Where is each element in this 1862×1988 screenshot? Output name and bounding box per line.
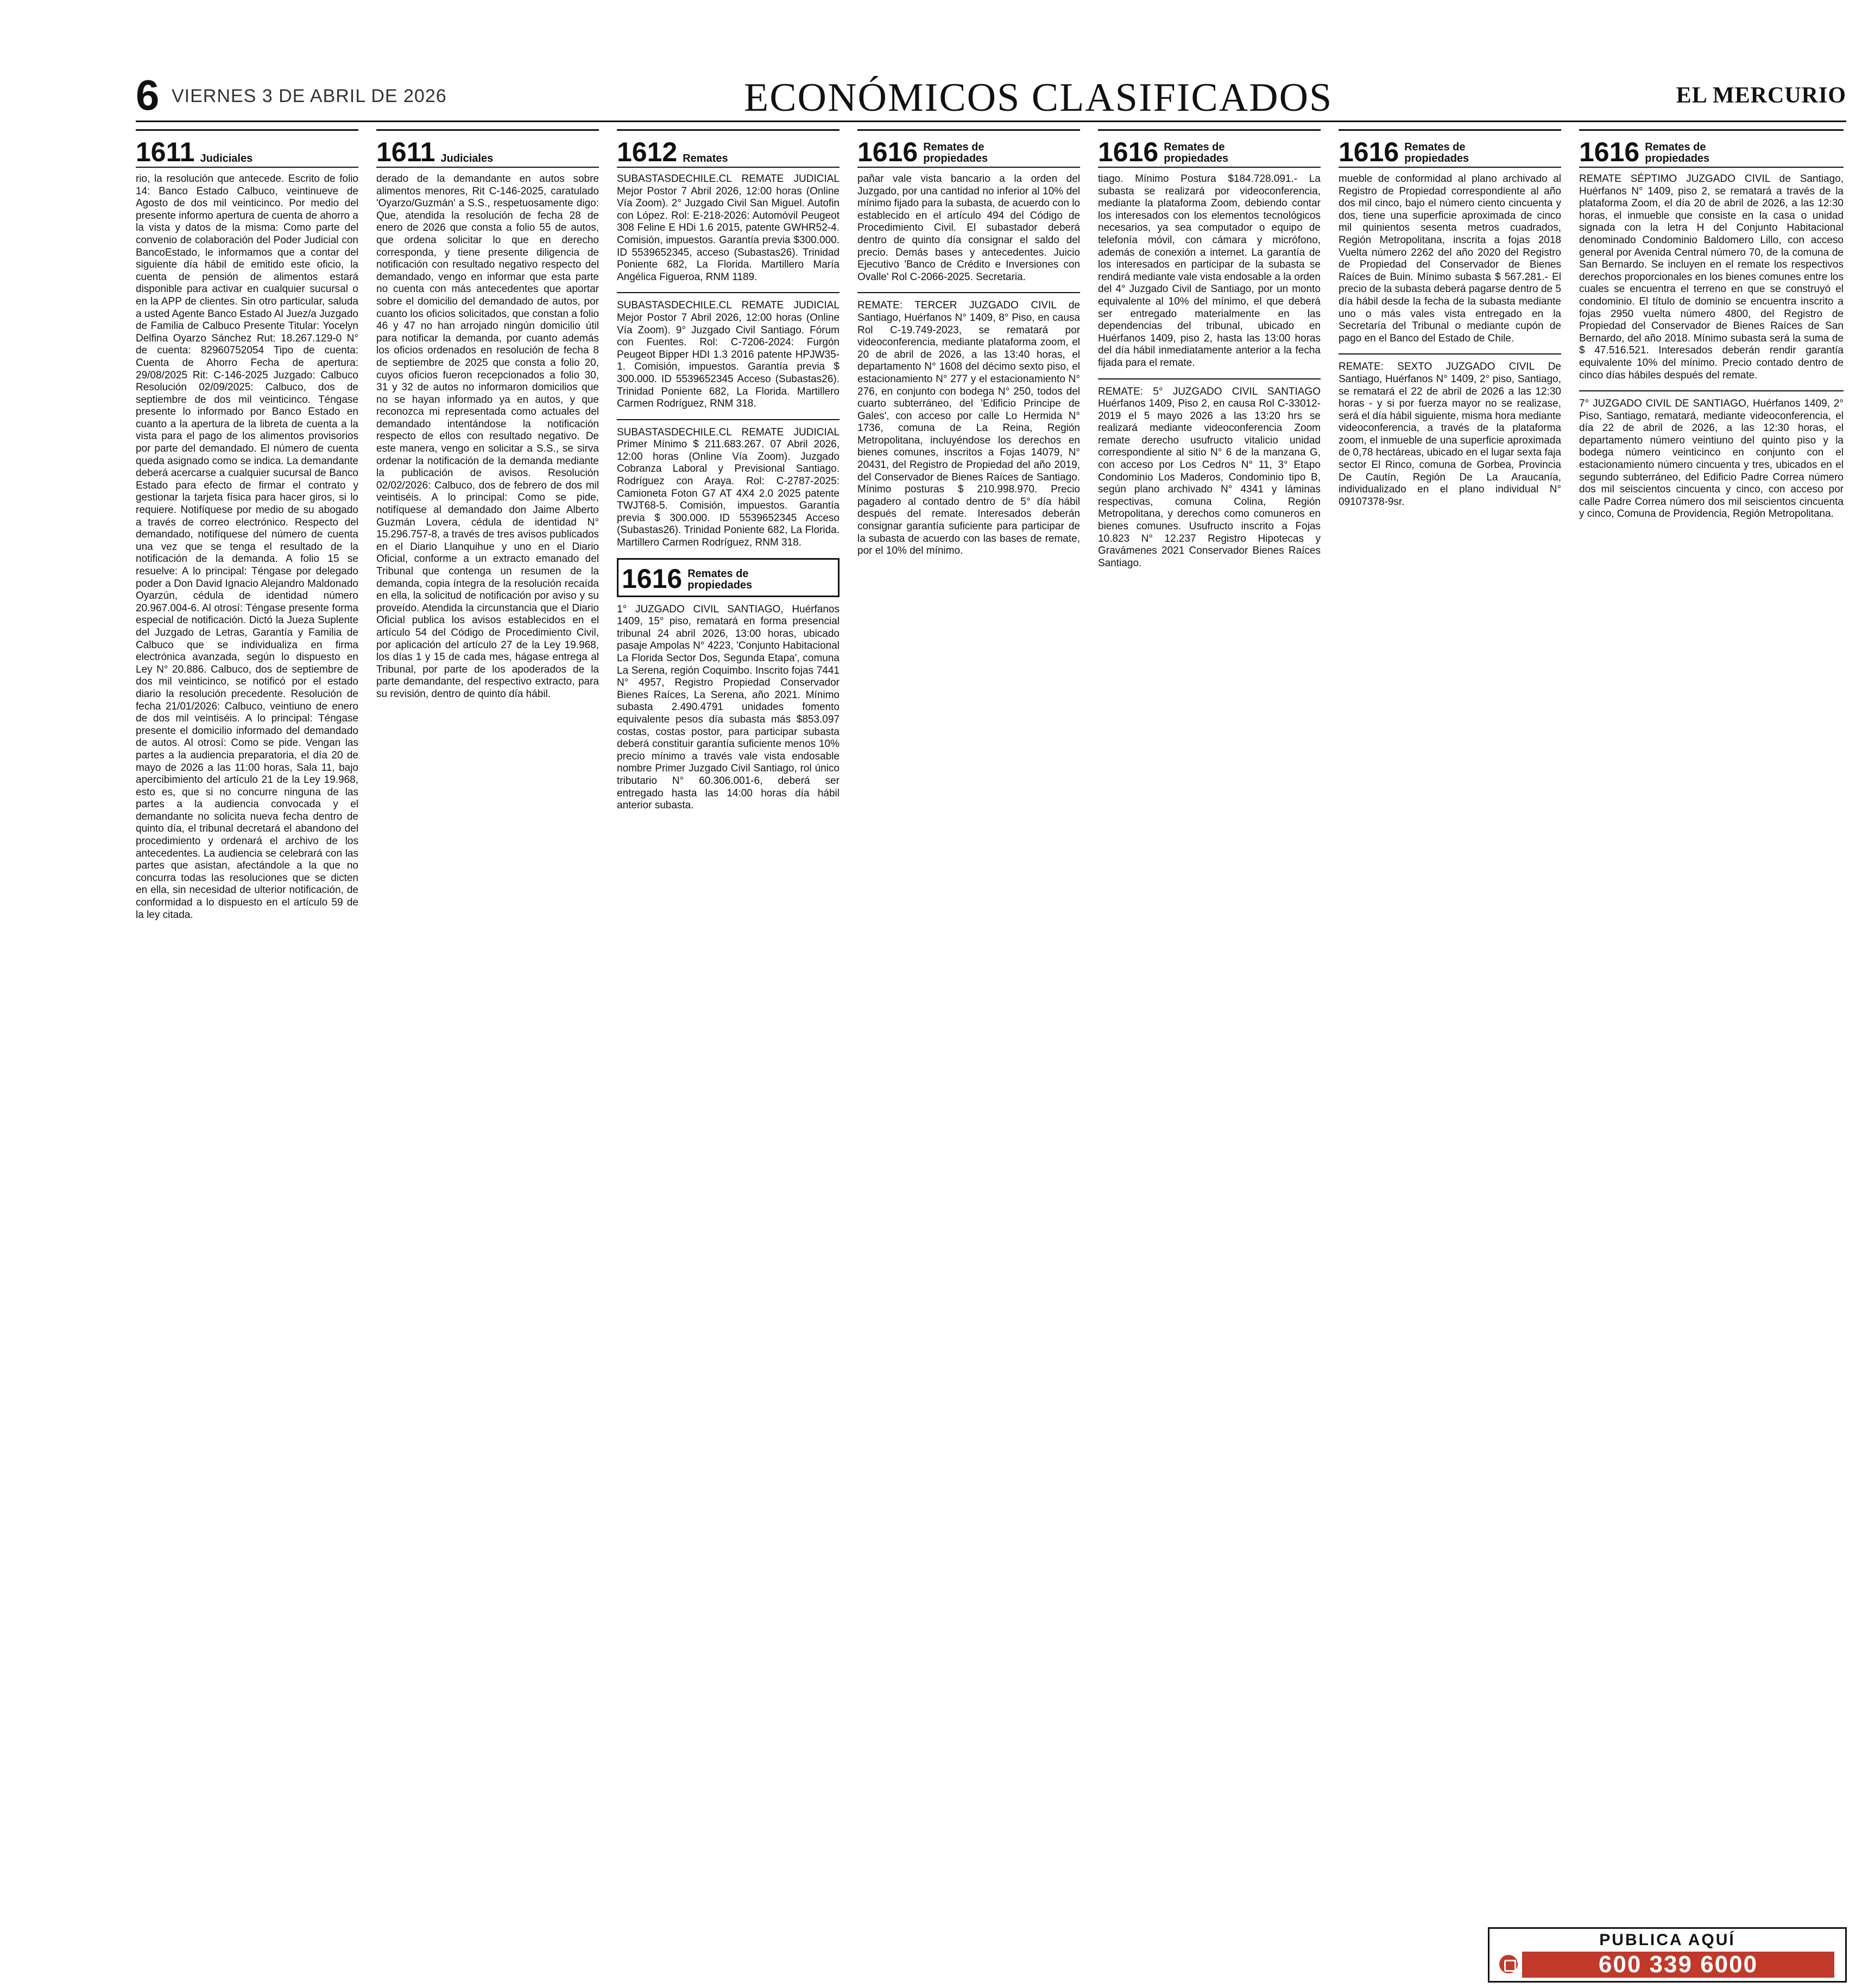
notice-remate-propiedad: REMATE: SEXTO JUZGADO CIVIL De Santiago, Huérfanos N° 1409, 2° piso, Santiago, se rematará el 22 de abril de 2026 a las 12:30 horas - y si por fuerza mayor no se realizase, será el día hábil siguiente, misma hora mediante videoconferencia, a través de la plataforma zoom, el inmueble de una superficie aproximada de 0,78 hectáreas, ubicado en el lugar sexta faja sector El Rinco, comuna de Gorbea, Provincia De Cautín, Región De La Araucanía, individualizado en el plano individual N° 09107378-9sr. bbox=[1339, 361, 1561, 508]
notice-remate-propiedad: mueble de conformidad al plano archivado al Registro de Propiedad correspondiente al año dos mil cinco, bajo el número ciento cincuenta y dos, tiene una superficie aproximada de cinco mil quinientos sesenta metros cuadrados, Región Metropolitana, inscrita a fojas 2018 Vuelta número 2262 del año 2020 del Registro de Propiedad del Conservador de Bienes Raíces de Buin. Mínimo subasta $ 567.281.- El precio de la subasta deberá pagarse dentro de 5 día hábil desde la fecha de la subasta mediante uno o más vales vista entregado en la Secretaría del Tribunal o mediante cupón de pago en el Banco del Estado de Chile. bbox=[1339, 173, 1561, 344]
category-label-line: Remates de bbox=[1164, 141, 1225, 153]
notice-judicial: rio, la resolución que antecede. Escrito de folio 14: Banco Estado Calbuco, veintinueve de Agosto de dos mil veinticinco. Por medio del presente informo apertura de cuenta de ahorro a la vista y datos de la misma: Como parte del convenio de colaboración del Poder Judicial con BancoEstado, le informamos que a contar del siguiente día hábil de emitido este oficio, la cuenta de pensión de alimentos estará disponible para activar en cualquier sucursal o en la APP de clientes. Sin otro particular, saluda a usted Agente Banco Estado Al Juez/a Juzgado de Familia de Calbuco Presente Titular: Yocelyn Delfina Oyarzo Sánchez Rut: 18.267.129-0 N° de cuenta: 82960752054 Tipo de cuenta: Cuenta de Ahorro Fecha de apertura: 29/08/2025 Rit: C-146-2025 Juzgado: Calbuco Resolución 02/09/2025: Calbuco, dos de septiembre de dos mil veinticinco. Téngase presente lo informado por Banco Estado en cuanto a la apertura de la libreta de cuenta a la vista para el pago de los alimentos provisorios por parte del demandado. El número de cuenta queda asignado como se indica. La demandante deberá acercarse a cualquier sucursal de Banco Estado para efecto de firmar el contrato y gestionar la tarjeta física para hacer giros, si lo requiere. Notifíquese por medio de su abogado a través de correo electrónico. Respecto del demandado, notifíquese del número de cuenta una vez que se tenga el resultado de la notificación de la demanda. A folio 15 se resuelve: A lo principal: Téngase por delegado poder a Don David Ignacio Alejandro Maldonado Oyarzún, cédula de identidad número 20.967.004-6. Al otrosí: Téngase presente forma especial de notificación. Dictó la Jueza Suplente del Juzgado de Letras, Garantía y Familia de Calbuco que se individualiza en firma electrónica avanzada, según lo dispuesto en Ley N° 20.886. Calbuco, dos de septiembre de dos mil veinticinco, se notificó por el estado diario la resolución precedente. Resolución de fecha 21/01/2026: Calbuco, veintiuno de enero de dos mil veintiséis. A lo principal: Téngase presente el domicilio informado del demandado de autos. Al otrosí: Como se pide. Vengan las partes a la audiencia preparatoria, el día 20 de mayo de 2026 a las 11:00 horas, Sala 11, bajo apercibimiento del artículo 21 de la Ley 19.968, esto es, que si no concurre ninguna de las partes a la audiencia convocada y el demandante no solicita nueva fecha dentro de quinto día, el tribunal decretará el abandono del procedimiento y ordenará el archivo de los antecedentes. La audiencia se celebrará con las partes que asistan, afectándole a la que no concurra todas las resoluciones que se dicten en ella, sin necesidad de ulterior notificación, de conformidad a lo dispuesto en el artículo 59 de la ley citada. bbox=[136, 173, 358, 921]
category-label bbox=[687, 568, 752, 593]
category-number: 1616 bbox=[622, 563, 683, 594]
column-1 bbox=[136, 129, 358, 1975]
category-label-line: propiedades bbox=[923, 153, 988, 164]
header-rule bbox=[136, 121, 1846, 122]
notice-separator bbox=[617, 292, 840, 293]
notice-remate-propiedad: 1° JUZGADO CIVIL SANTIAGO, Huérfanos 1409, 15° piso, rematará en forma presencial tribunal 24 abril 2026, 13:00 horas, ubicado pasaje Ampolas N° 4223, 'Conjunto Habitacional La Florida Sector Dos, Segunda Etapa', comuna La Serena, región Coquimbo. Inscrito fojas 7441 N° 4957, Registro Propiedad Conservador Bienes Raíces, La Serena, año 2021. Mínimo subasta 2.490.4791 unidades fomento equivalente pesos día subasta más $853.097 costas, costas postor, para participar subasta deberá constituir garantía suficiente menos 10% precio mínimo a través vale vista endosable nombre Primer Juzgado Civil Santiago, rol único tributario N° 60.306.001-6, deberá ser entregado hasta las 14:00 horas día hábil anterior subasta. bbox=[617, 603, 840, 812]
category-label-line: propiedades bbox=[1645, 153, 1710, 164]
category-label bbox=[1645, 142, 1709, 167]
category-number: 1616 bbox=[857, 137, 918, 167]
notice-separator bbox=[617, 419, 840, 420]
section-title: ECONÓMICOS CLASIFICADOS bbox=[744, 75, 1333, 120]
category-label-line: propiedades bbox=[1404, 153, 1469, 164]
category-label: Judiciales bbox=[440, 153, 494, 164]
category-header-remates-propiedades bbox=[617, 558, 840, 597]
publica-aqui-ad[interactable] bbox=[1488, 1927, 1847, 1983]
column-6 bbox=[1339, 129, 1561, 1975]
page-number: 6 bbox=[136, 71, 160, 119]
category-header-remates-propiedades bbox=[1579, 129, 1844, 168]
newspaper-logo: EL MERCURIO bbox=[1676, 83, 1846, 108]
notice-remate: SUBASTASDECHILE.CL REMATE JUDICIAL Mejor Postor 7 Abril 2026, 12:00 horas (Online Vía Zoom). 9° Juzgado Civil Santiago. Fórum con Fuentes. Rol: C-7206-2024: Furgón Peugeot Bipper HDI 1.3 2016 patente HPJW35-1. Comisión, impuestos. Garantía previa $ 300.000. ID 5539652345 Acceso (Subastas26). Trinidad Poniente 682, La Florida. Martillero Carmen Rodríguez, RNM 318. bbox=[617, 300, 840, 410]
column-5 bbox=[1098, 129, 1321, 1975]
category-label bbox=[923, 142, 988, 167]
category-label: Remates bbox=[683, 153, 728, 164]
category-header-remates bbox=[617, 129, 840, 168]
phone-icon bbox=[1499, 1955, 1518, 1973]
category-number: 1616 bbox=[1579, 137, 1640, 167]
ad-phone-number[interactable]: 600 339 6000 bbox=[1522, 1952, 1834, 1978]
masthead bbox=[136, 71, 1846, 125]
notice-remate-propiedad: REMATE: TERCER JUZGADO CIVIL de Santiago, Huérfanos N° 1409, 8° Piso, en causa Rol C-19.749-2023, se rematará por videoconferencia, mediante plataforma zoom, el 20 de abril de 2026, a las 13:40 horas, el departamento N° 1608 del décimo sexto piso, el estacionamiento N° 277 y el estacionamiento N° 276, en conjunto con bodega N° 250, todos del cuarto subterráneo, del 'Edificio Principe de Gales', con acceso por calle Lo Hermida N° 1736, comuna de La Reina, Región Metropolitana, incluyéndose los derechos en bienes comunes, inscritos a Fojas 14079, N° 20431, del Registro de Propiedad del año 2019, del Conservador de Bienes Raíces de Santiago. Mínimo posturas $ 210.998.970. Precio pagadero al contado dentro de 5° día hábil después del remate. Interesados deberán consignar garantía suficiente para participar de la subasta de acuerdo con las bases de remate, por el 10% del mínimo. bbox=[857, 300, 1080, 557]
category-label-line: Remates de bbox=[1404, 141, 1466, 153]
ad-title: PUBLICA AQUÍ bbox=[1599, 1931, 1735, 1949]
notice-judicial: derado de la demandante en autos sobre alimentos menores, Rit C-146-2025, caratulado 'Oyarzo/Guzmán' a S.S., respetuosamente digo: Que, atendida la resolución de fecha 28 de enero de 2026 que consta a folio 55 de autos, que ordena solicitar lo que en derecho corresponda, y tiene presente diligencia de notificación con resultado negativo respecto del demandado, vengo en informar que esta parte no cuenta con más antecedentes que aportar sobre el domicilio del demandado de autos, por cuanto los oficios solicitados, que constan a folio 46 y 47 no han arrojado ningún domicilio útil para notificar la demanda, por cuanto además los oficios ordenados en resolución de fecha 8 de septiembre de 2025 que consta a folio 20, cuyos oficios fueron recepcionados a folio 30, 31 y 32 de autos no informaron domicilios que no se hayan informado ya en autos, y que reconozca mi representada como actuales del demandado intentándose la notificación respecto de ellos con resultado negativo. De este manera, vengo en solicitar a S.S., se sirva ordenar la notificación de la demanda mediante la publicación de avisos. Resolución 02/02/2026: Calbuco, dos de febrero de dos mil veintiséis. A lo principal: Como se pide, notifíquese al demandado don Jaime Alberto Guzmán Lovera, cédula de identidad N° 15.296.757-8, a través de tres avisos publicados en el Diario Llanquihue y uno en el Diario Oficial, conforme a un extracto emanado del Tribunal que contenga un resumen de la demanda, copia íntegra de la resolución recaída en ella, la solicitud de notificación por aviso y su proveído. Atendida la circunstancia que el Diario Oficial publica los avisos establecidos en el artículo 54 del Código de Procedimiento Civil, por aplicación del artículo 27 de la Ley 19.968, los días 1 y 15 de cada mes, hágase entrega al Tribunal, por parte de los apoderados de la parte demandante, del respectivo extracto, para su revisión, dentro de quinto día hábil. bbox=[376, 173, 599, 700]
category-label-line: Remates de bbox=[687, 567, 749, 580]
column-7 bbox=[1579, 129, 1844, 1921]
notice-remate-propiedad: pañar vale vista bancario a la orden del Juzgado, por una cantidad no inferior al 10% del mínimo fijado para la subasta, de acuerdo con lo establecido en el artículo 494 del Código de Procedimiento Civil. El subastador deberá dentro de quinto día consignar el saldo del precio. Demás bases y antecedentes. Juicio Ejecutivo 'Banco de Crédito e Inversiones con Ovalle' Rol C-2066-2025. Secretaria. bbox=[857, 173, 1080, 283]
category-header-remates-propiedades bbox=[857, 129, 1080, 168]
column-2 bbox=[376, 129, 599, 1975]
category-number: 1611 bbox=[136, 137, 195, 167]
category-label bbox=[1164, 142, 1228, 167]
category-label bbox=[1404, 142, 1469, 167]
column-4 bbox=[857, 129, 1080, 1975]
notice-remate-propiedad: REMATE SÉPTIMO JUZGADO CIVIL de Santiago, Huérfanos N° 1409, piso 2, se rematará a través de la plataforma Zoom, el día 20 de abril de 2026, a las 12:30 horas, el inmueble que consiste en la casa o unidad signada con la letra H del Conjunto Habitacional denominado Condominio Baldomero Lillo, con acceso general por Avenida Central número 70, de la comuna de San Bernardo. Se incluyen en el remate los respectivos derechos proporcionales en los bienes comunes entre los cuales se encuentra el terreno en que se construyó el condominio. El título de dominio se encuentra inscrito a fojas 2950 vuelta número 4800, del Registro de Propiedad del Conservador de Bienes Raíces de San Bernardo, del año 2018. Mínimo subasta será la suma de $ 47.516.521. Interesados deberán rendir garantía equivalente 10% del mínimo. Precio contado dentro de cinco días hábiles después del remate. bbox=[1579, 173, 1844, 381]
category-header-remates-propiedades bbox=[1098, 129, 1321, 168]
category-number: 1612 bbox=[617, 137, 678, 167]
category-label-line: Remates de bbox=[923, 141, 984, 153]
category-number: 1611 bbox=[376, 137, 435, 167]
issue-date: VIERNES 3 DE ABRIL DE 2026 bbox=[172, 86, 447, 106]
notice-remate-propiedad: tiago. Mínimo Postura $184.728.091.- La subasta se realizará por videoconferencia, mediante la plataforma Zoom, debiendo contar los interesados con los elementos tecnológicos necesarios, ya sea computador o equipo de telefonía móvil, con cámara y micrófono, además de conexión a internet. La garantía de los interesados en participar de la subasta se rendirá mediante vale vista endosable a la orden del 4° Juzgado Civil de Santiago, por un monto equivalente al 10% del mínimo, el que deberá ser entregado materialmente en las dependencias del tribunal, ubicado en Huérfanos 1409, piso 2, hasta las 13:00 horas del día hábil inmediatamente anterior a la fecha fijada para el remate. bbox=[1098, 173, 1321, 369]
notice-separator bbox=[857, 292, 1080, 293]
notice-separator bbox=[1339, 353, 1561, 354]
category-label: Judiciales bbox=[200, 153, 253, 164]
category-number: 1616 bbox=[1339, 137, 1399, 167]
category-header-judiciales bbox=[136, 129, 358, 168]
category-header-judiciales bbox=[376, 129, 599, 168]
notice-separator bbox=[1098, 378, 1321, 379]
category-label-line: Remates de bbox=[1645, 141, 1706, 153]
notice-remate: SUBASTASDECHILE.CL REMATE JUDICIAL Mejor Postor 7 Abril 2026, 12:00 horas (Online Vía Zoom). 2° Juzgado Civil San Miguel. Autofin con López. Rol: E-218-2026: Automóvil Peugeot 308 Feline E HDi 1.6 2015, patente GWHR52-4. Comisión, impuestos. Garantía previa $300.000. ID 5539652345, acceso (Subastas26). Trinidad Poniente 682, La Florida. Martillero María Angélica Figueroa, RNM 1189. bbox=[617, 173, 840, 283]
notice-remate-propiedad: REMATE: 5° JUZGADO CIVIL SANTIAGO Huérfanos 1409, Piso 2, en causa Rol C-33012-2019 el 5 mayo 2026 a las 13:20 hrs se realizará mediante videoconferencia Zoom remate derecho usufructo vitalicio unidad correspondiente al sitio N° 6 de la manzana G, con acceso por Los Cedros N° 11, 3° Etapo Condominio Los Maderos, Condominio tipo B, según plano archivado N° 4341 y láminas respectivas, comuna Colina, Región Metropolitana, y derechos como comuneros en bienes comunes. Usufructo inscrito a Fojas 10.823 N° 12.237 Registro Hipotecas y Gravámenes 2021 Conservador Bienes Raíces Santiago. bbox=[1098, 385, 1321, 569]
category-label-line: propiedades bbox=[687, 579, 753, 591]
notice-separator bbox=[1579, 390, 1844, 391]
notice-remate: SUBASTASDECHILE.CL REMATE JUDICIAL Primer Mínimo $ 211.683.267. 07 Abril 2026, 12:00 horas (Online Vía Zoom). Juzgado Cobranza Laboral y Previsional Santiago. Rodríguez con Araya. Rol: C-2787-2025: Camioneta Foton G7 AT 4X4 2.0 2025 patente TWJT68-5. Comisión, impuestos. Garantía previa $ 300.000. ID 5539652345 Acceso (Subastas26). Trinidad Poniente 682, La Florida. Martillero Carmen Rodríguez, RNM 318. bbox=[617, 426, 840, 549]
category-label-line: propiedades bbox=[1164, 153, 1229, 164]
column-3 bbox=[617, 129, 840, 1975]
category-number: 1616 bbox=[1098, 137, 1159, 167]
category-header-remates-propiedades bbox=[1339, 129, 1561, 168]
notice-remate-propiedad: 7° JUZGADO CIVIL DE SANTIAGO, Huérfanos 1409, 2° Piso, Santiago, rematará, mediante videoconferencia, el día 22 de abril de 2026, a las 12:30 horas, el departamento número veintiuno del quinto piso y la bodega número veinticinco en conjunto con el estacionamiento número cincuenta y tres, ubicados en el segundo subterráneo, del Edificio Padre Correa número dos mil seiscientos cincuenta y cinco, con acceso por calle Padre Correa número dos mil seiscientos cincuenta y cinco, Comuna de Providencia, Región Metropolitana. bbox=[1579, 398, 1844, 520]
